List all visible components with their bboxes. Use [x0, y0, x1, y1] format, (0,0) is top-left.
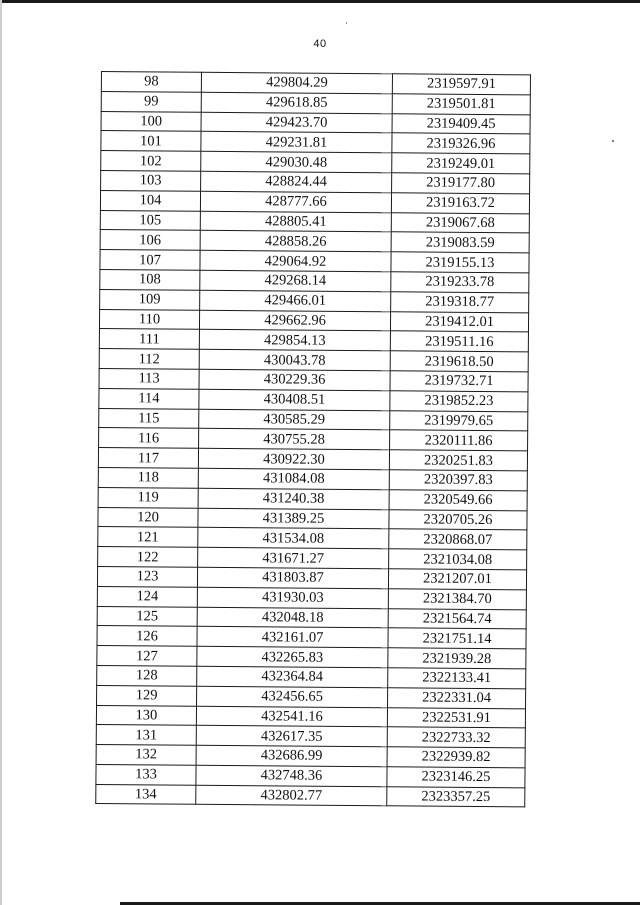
point-id-cell: 99: [101, 91, 201, 112]
point-id-cell: 116: [99, 428, 199, 449]
point-id-cell: 133: [96, 764, 196, 785]
y-coordinate-cell: 2319409.45: [392, 113, 530, 134]
x-coordinate-cell: 428824.44: [201, 171, 392, 192]
y-coordinate-cell: 2321207.01: [388, 569, 526, 590]
y-coordinate-cell: 2323146.25: [387, 767, 525, 788]
x-coordinate-cell: 432456.65: [197, 686, 388, 707]
x-coordinate-cell: 429231.81: [201, 132, 392, 153]
x-coordinate-cell: 430922.30: [198, 448, 389, 469]
y-coordinate-cell: 2319155.13: [391, 252, 529, 273]
page-number: 40: [313, 38, 327, 50]
point-id-cell: 106: [100, 230, 200, 251]
x-coordinate-cell: 432617.35: [196, 726, 387, 747]
x-coordinate-cell: 430043.78: [199, 349, 390, 370]
x-coordinate-cell: 429466.01: [200, 290, 391, 311]
y-coordinate-cell: 2320251.83: [389, 450, 527, 471]
y-coordinate-cell: 2320705.26: [389, 509, 527, 530]
x-coordinate-cell: 429804.29: [201, 72, 392, 93]
y-coordinate-cell: 2323357.25: [387, 786, 525, 807]
x-coordinate-cell: 432802.77: [196, 785, 387, 806]
point-id-cell: 131: [96, 725, 196, 746]
point-id-cell: 113: [99, 368, 199, 389]
point-id-cell: 134: [96, 784, 196, 805]
y-coordinate-cell: 2322133.41: [388, 668, 526, 689]
point-id-cell: 132: [96, 745, 196, 766]
y-coordinate-cell: 2322733.32: [387, 727, 525, 748]
y-coordinate-cell: 2319732.71: [390, 371, 528, 392]
point-id-cell: 114: [99, 388, 199, 409]
x-coordinate-cell: 431084.08: [198, 468, 389, 489]
x-coordinate-cell: 429618.85: [201, 92, 392, 113]
y-coordinate-cell: 2319067.68: [391, 212, 529, 233]
point-id-cell: 110: [99, 309, 199, 330]
point-id-cell: 130: [96, 705, 196, 726]
point-id-cell: 111: [99, 329, 199, 350]
y-coordinate-cell: 2321034.08: [389, 549, 527, 570]
scan-speck: [346, 22, 347, 24]
point-id-cell: 108: [100, 269, 200, 290]
point-id-cell: 122: [98, 547, 198, 568]
x-coordinate-cell: 430229.36: [199, 369, 390, 390]
point-id-cell: 127: [97, 646, 197, 667]
x-coordinate-cell: 432161.07: [197, 627, 388, 648]
y-coordinate-cell: 2319163.72: [391, 193, 529, 214]
point-id-cell: 120: [98, 507, 198, 528]
y-coordinate-cell: 2319249.01: [392, 153, 530, 174]
table-row: [96, 784, 525, 807]
y-coordinate-cell: 2321384.70: [388, 588, 526, 609]
y-coordinate-cell: 2319233.78: [391, 272, 529, 293]
x-coordinate-cell: 432686.99: [196, 745, 387, 766]
point-id-cell: 123: [97, 566, 197, 587]
y-coordinate-cell: 2319177.80: [392, 173, 530, 194]
y-coordinate-cell: 2320868.07: [389, 529, 527, 550]
point-id-cell: 118: [98, 467, 198, 488]
point-id-cell: 128: [97, 665, 197, 686]
y-coordinate-cell: 2319318.77: [391, 292, 529, 313]
point-id-cell: 115: [99, 408, 199, 429]
point-id-cell: 119: [98, 487, 198, 508]
y-coordinate-cell: 2322939.82: [387, 747, 525, 768]
x-coordinate-cell: 431240.38: [198, 488, 389, 509]
x-coordinate-cell: 428858.26: [200, 231, 391, 252]
x-coordinate-cell: 431534.08: [198, 528, 389, 549]
y-coordinate-cell: 2319501.81: [392, 94, 530, 115]
point-id-cell: 126: [97, 626, 197, 647]
x-coordinate-cell: 430755.28: [199, 429, 390, 450]
coordinate-table-body: [96, 72, 531, 808]
x-coordinate-cell: 432265.83: [197, 646, 388, 667]
point-id-cell: 107: [100, 250, 200, 271]
scan-top-border: [0, 0, 640, 3]
y-coordinate-cell: 2319852.23: [390, 391, 528, 412]
x-coordinate-cell: 432364.84: [197, 666, 388, 687]
y-coordinate-cell: 2320549.66: [389, 490, 527, 511]
point-id-cell: 103: [101, 170, 201, 191]
y-coordinate-cell: 2319511.16: [390, 331, 528, 352]
y-coordinate-cell: 2320397.83: [389, 470, 527, 491]
point-id-cell: 105: [100, 210, 200, 231]
x-coordinate-cell: 429662.96: [199, 310, 390, 331]
x-coordinate-cell: 430408.51: [199, 389, 390, 410]
point-id-cell: 121: [98, 527, 198, 548]
y-coordinate-cell: 2319326.96: [392, 133, 530, 154]
x-coordinate-cell: 431803.87: [197, 567, 388, 588]
point-id-cell: 129: [97, 685, 197, 706]
point-id-cell: 102: [101, 151, 201, 172]
point-id-cell: 125: [97, 606, 197, 627]
x-coordinate-cell: 429268.14: [200, 270, 391, 291]
x-coordinate-cell: 431389.25: [198, 508, 389, 529]
y-coordinate-cell: 2319597.91: [392, 74, 530, 95]
point-id-cell: 98: [101, 72, 201, 93]
x-coordinate-cell: 429030.48: [201, 151, 392, 172]
point-id-cell: 109: [100, 289, 200, 310]
point-id-cell: 101: [101, 131, 201, 152]
y-coordinate-cell: 2321564.74: [388, 608, 526, 629]
point-id-cell: 117: [98, 448, 198, 469]
y-coordinate-cell: 2322331.04: [388, 687, 526, 708]
point-id-cell: 104: [100, 190, 200, 211]
point-id-cell: 100: [101, 111, 201, 132]
y-coordinate-cell: 2319412.01: [390, 311, 528, 332]
y-coordinate-cell: 2321939.28: [388, 648, 526, 669]
x-coordinate-cell: 429064.92: [200, 250, 391, 271]
coordinate-table: [95, 71, 531, 808]
x-coordinate-cell: 428777.66: [200, 191, 391, 212]
x-coordinate-cell: 432748.36: [196, 765, 387, 786]
y-coordinate-cell: 2320111.86: [390, 430, 528, 451]
x-coordinate-cell: 432541.16: [196, 706, 387, 727]
x-coordinate-cell: 429423.70: [201, 112, 392, 133]
y-coordinate-cell: 2322531.91: [387, 707, 525, 728]
x-coordinate-cell: 429854.13: [199, 330, 390, 351]
point-id-cell: 112: [99, 349, 199, 370]
scan-left-edge: [0, 0, 2, 905]
x-coordinate-cell: 431671.27: [198, 547, 389, 568]
scan-speck: [612, 140, 614, 142]
point-id-cell: 124: [97, 586, 197, 607]
y-coordinate-cell: 2319979.65: [390, 410, 528, 431]
x-coordinate-cell: 432048.18: [197, 607, 388, 628]
x-coordinate-cell: 428805.41: [200, 211, 391, 232]
y-coordinate-cell: 2319618.50: [390, 351, 528, 372]
y-coordinate-cell: 2321751.14: [388, 628, 526, 649]
x-coordinate-cell: 430585.29: [199, 409, 390, 430]
y-coordinate-cell: 2319083.59: [391, 232, 529, 253]
x-coordinate-cell: 431930.03: [197, 587, 388, 608]
